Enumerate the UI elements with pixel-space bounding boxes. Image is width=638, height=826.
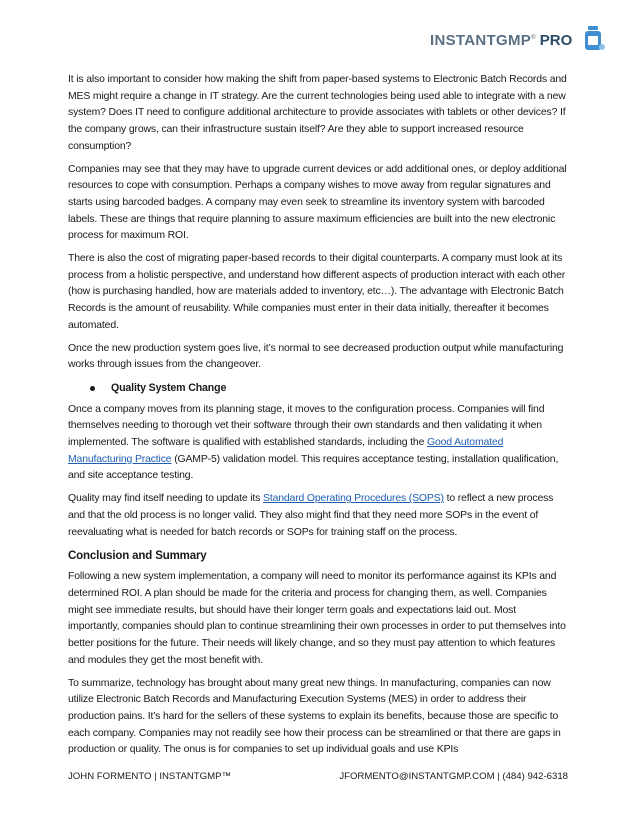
paragraph-it-strategy: It is also important to consider how making the shift from paper-based systems to Electronic Batch Records and MES might require a change in IT strategy. Are the current technologies being used able to integrate with a new system? Does IT need to configure additional architecture to provide associates with tablets or other devices? If the company grows, can their infrastructure sustain itself? Are they able to support increased resource consumption? [68, 74, 567, 152]
logo-pro: PRO [539, 31, 573, 49]
paragraph-configuration: Once a company moves from its planning stage, it moves to the configuration process. Companies will find themselves needing to thorough vet their software through their own standards and then validating it when implemented. The software is qualified with established standards, including the Good Automated Manufacturing Practice (GAMP-5) validation model. This requires acceptance testing, installation qualification, and site acceptance testing. [68, 403, 559, 482]
paragraph-upgrade-devices: Companies may see that they may have to upgrade current devices or add additional ones, or deploy additional resources to cope with consumption. Perhaps a company wishes to move away from regular signatures and starts using barcoded badges. A company may even seek to streamline its inventory system with barcoded labels. These are things that require planning to assure maximum efficiencies are built into the new electronic process for maximum ROI. [68, 163, 567, 242]
logo-wordmark: INSTANTGMP® [430, 31, 536, 49]
instantgmp-pro-logo [430, 26, 606, 54]
paragraph-sops: Quality may find itself needing to update its Standard Operating Procedures (SOPS) to reflect a new process and that the old process is no longer valid. They also might find that they need more SOPs in the event of reevaluating what is needed for batch records or SOPs for training staff on the process. [68, 493, 554, 538]
footer-author: JOHN FORMENTO | INSTANTGMP™ [68, 771, 232, 782]
pill-bottle-icon [580, 25, 606, 56]
link-gamp[interactable]: Good Automated Manufacturing Practice [68, 437, 504, 465]
page-footer [68, 771, 568, 782]
paragraph-migration-cost: There is also the cost of migrating paper-based records to their digital counterparts. A company must look at its process from a holistic perspective, and understand how different aspects of production interact with each other (how is purchasing handled, how are materials added to inventory, etc…). The advantage with Electronic Batch Records is the amount of reusability. While companies must enter in their data initially, thereafter it becomes automated. [68, 253, 566, 331]
link-sops[interactable]: Standard Operating Procedures (SOPS) [263, 493, 444, 505]
paragraph-kpis: Following a new system implementation, a company will need to monitor its performance against its KPIs and determined ROI. A plan should be made for the criteria and process for changing them, as well. Companies might see immediate results, but should have their longer term goals and expectations laid out. Most importantly, companies should plan to continue streamlining their own processes in order to put themselves into better positions for the future. Their needs will likely change, and so they must pay attention to which features and modules they get the most benefit with. [68, 571, 566, 666]
bullet-quality-system-change [90, 380, 568, 397]
bullet-dot-icon [90, 386, 95, 391]
footer-contact: JFORMENTO@INSTANTGMP.COM | (484) 942-6318 [339, 771, 568, 782]
paragraph-go-live: Once the new production system goes live, it’s normal to see decreased production output while manufacturing works through issues from the changeover. [68, 342, 564, 371]
paragraph-summary: To summarize, technology has brought about many great new things. In manufacturing, companies can now utilize Electronic Batch Records and Manufacturing Execution Systems (MES) in order to address their production pains. It’s hard for the sellers of these systems to explain its benefits, because those are specific to each company. Companies may not readily see how their process can be streamlined or that there are gaps in production or quality. The onus is for companies to set up individual goals and use KPIs [68, 677, 561, 756]
bullet-label: Quality System Change [111, 381, 227, 394]
document-body [68, 72, 568, 765]
heading-conclusion: Conclusion and Summary [68, 550, 207, 563]
